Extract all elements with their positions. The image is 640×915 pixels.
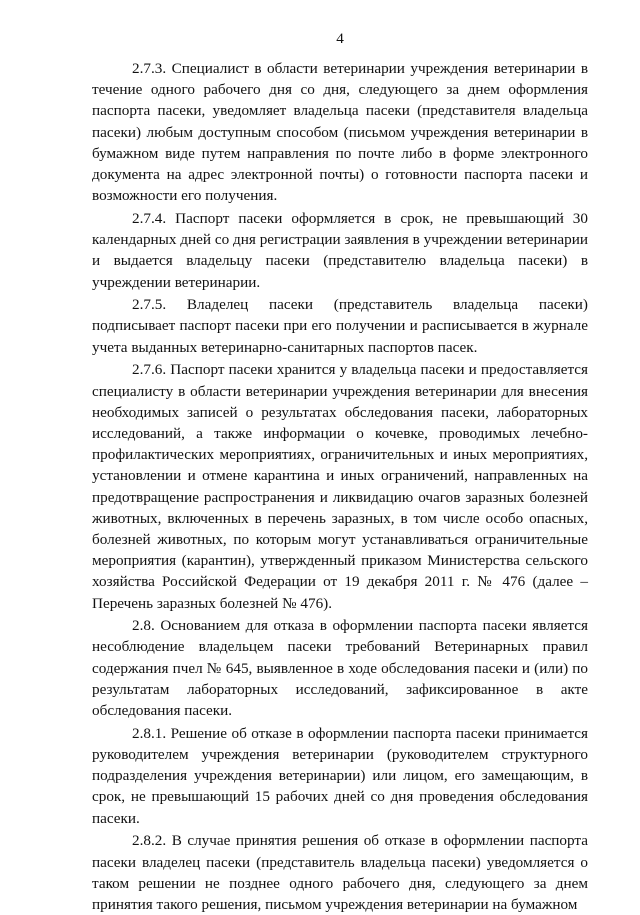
paragraph-2-8: 2.8. Основанием для отказа в оформлении паспорта пасеки является несоблюдение владельцем пасеки требований Ветеринарных правил содержания пчел № 645, выявленное в ходе обследования пасеки и (или) по результатам лабораторных исследований, зафиксированное в акте обследования пасеки.	[92, 617, 588, 720]
paragraph-2-7-6: 2.7.6. Паспорт пасеки хранится у владельца пасеки и предоставляется специалисту в области ветеринарии учреждения ветеринарии для внесения необходимых записей о результатах обследования пасеки, лабораторных исследований, а также информации о кочевке, проводимых лечебно-профилактических мероприятиях, ограничительных и иных мероприятиях, установлении и отмене карантина и иных ограничений, направленных на предотвращение распространения и ликвидацию очагов заразных болезней животных, включенных в перечень заразных, в том числе особо опасных, болезней животных, по которым могут устанавливаться ограничительные мероприятия (карантин), утвержденный приказом Министерства сельского хозяйства Российской Федерации от 19 декабря 2011 г. № 476 (далее – Перечень заразных болезней № 476).	[92, 361, 588, 612]
paragraph-2-7-5: 2.7.5. Владелец пасеки (представитель владельца пасеки) подписывает паспорт пасеки при его получении и расписывается в журнале учета выданных ветеринарно-санитарных паспортов пасек.	[92, 296, 588, 356]
page-number: 4	[336, 30, 344, 47]
paragraph-2-8-2: 2.8.2. В случае принятия решения об отказе в оформлении паспорта пасеки владелец пасеки (представитель владельца пасеки) уведомляется о таком решении не позднее одного рабочего дня, следующего за днем принятия такого решения, письмом учреждения ветеринарии на бумажном	[92, 832, 588, 913]
paragraph-2-7-3: 2.7.3. Специалист в области ветеринарии учреждения ветеринарии в течение одного рабочего дня со дня, следующего за днем оформления паспорта пасеки, уведомляет владельца пасеки (представителя владельца пасеки) любым доступным способом (письмом учреждения ветеринарии в бумажном виде путем направления по почте либо в форме электронного документа на адрес электронной почты) о готовности паспорта пасеки и возможности его получения.	[92, 60, 588, 205]
paragraph-2-8-1: 2.8.1. Решение об отказе в оформлении паспорта пасеки принимается руководителем учреждения ветеринарии (руководителем структурного подразделения учреждения ветеринарии) или лицом, его замещающим, в срок, не превышающий 15 рабочих дней со дня проведения обследования пасеки.	[92, 724, 588, 827]
paragraph-2-7-4: 2.7.4. Паспорт пасеки оформляется в срок, не превышающий 30 календарных дней со дня регистрации заявления в учреждении ветеринарии и выдается владельцу пасеки (представителю владельца пасеки) в учреждении ветеринарии.	[92, 209, 588, 291]
